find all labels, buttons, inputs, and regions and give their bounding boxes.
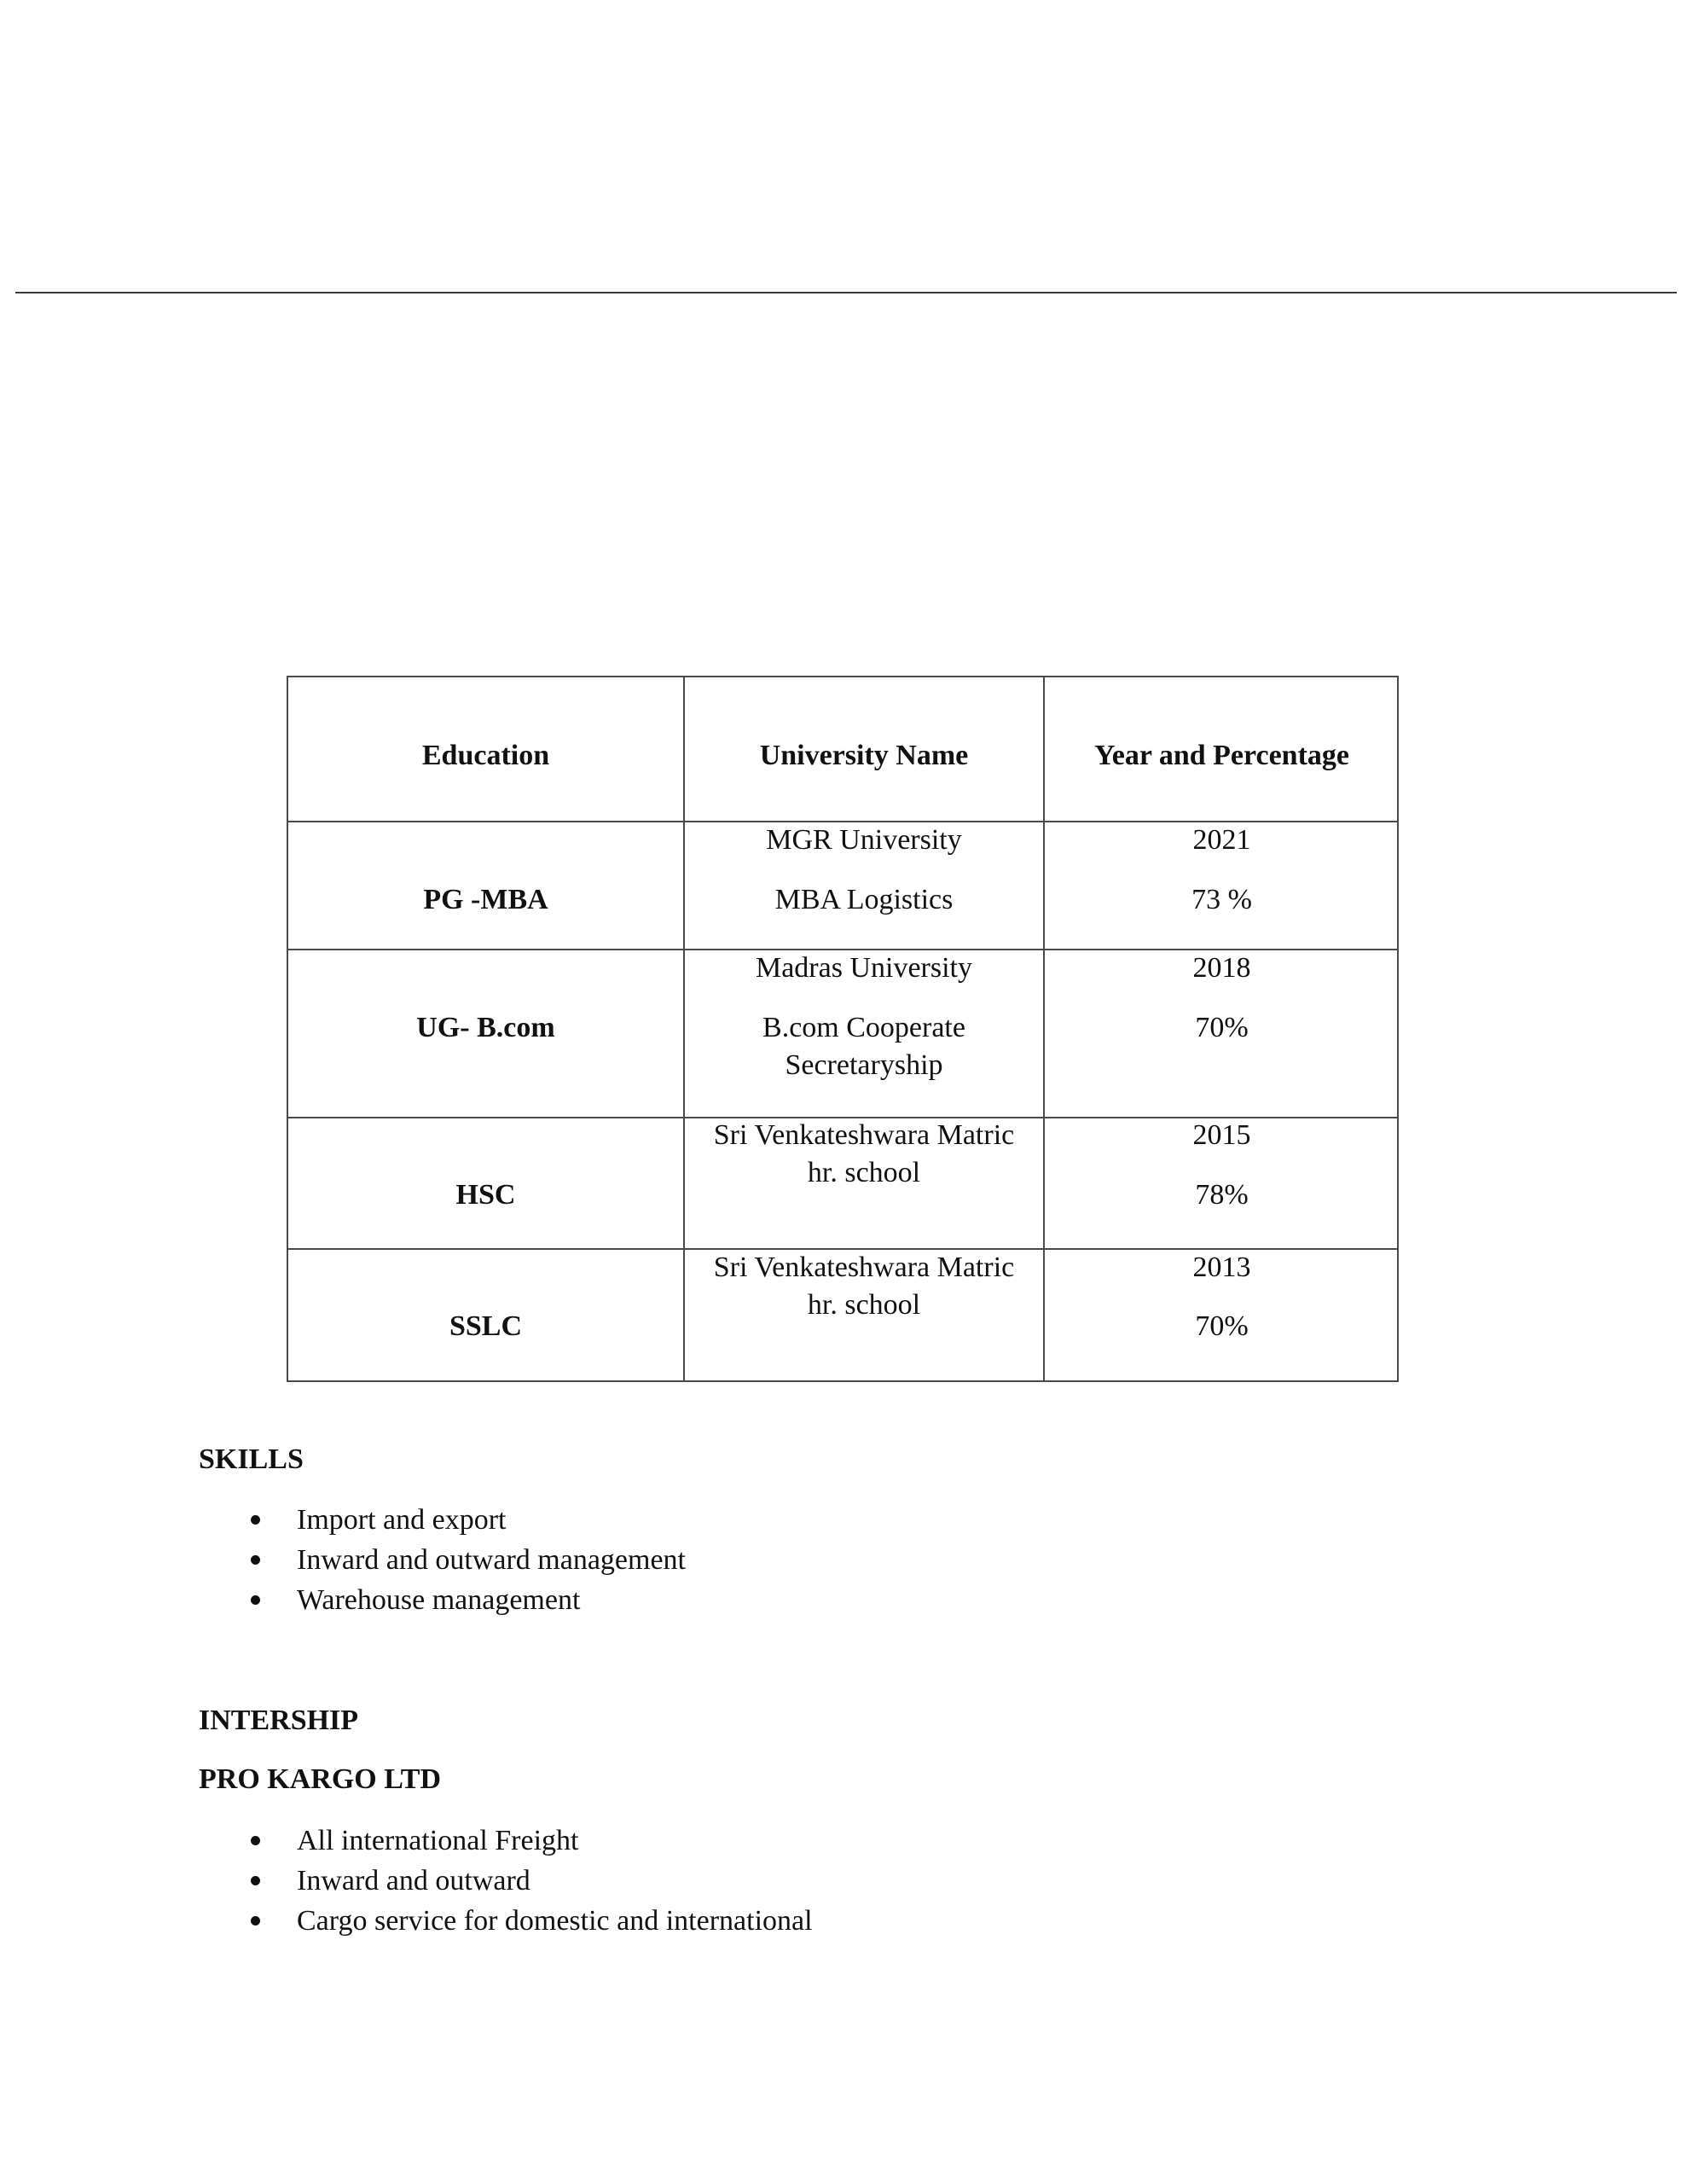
list-item <box>199 1901 813 1941</box>
cell-education: UG- B.com <box>416 1012 555 1043</box>
skills-heading: SKILLS <box>199 1443 304 1475</box>
bullet-icon <box>251 1876 260 1885</box>
cell-year: 2013 <box>1192 1252 1251 1283</box>
cell-university-line: Sri Venkateshwara Matric <box>713 1119 1015 1151</box>
list-item <box>199 1580 686 1620</box>
list-item <box>199 1540 686 1580</box>
bullet-icon <box>251 1595 260 1605</box>
cell-university-line: MGR University <box>766 824 962 856</box>
header-university-name: University Name <box>759 740 969 771</box>
cell-percentage: 70% <box>1195 1310 1249 1342</box>
cell-percentage: 73 % <box>1191 884 1252 915</box>
list-item <box>199 1861 813 1901</box>
cell-year: 2018 <box>1192 952 1251 984</box>
education-table <box>287 676 1399 1382</box>
bullet-icon <box>251 1555 260 1565</box>
cell-education: PG -MBA <box>423 884 548 915</box>
cell-year: 2015 <box>1192 1119 1251 1151</box>
internship-list <box>199 1821 813 1941</box>
cell-percentage: 78% <box>1195 1179 1249 1211</box>
skill-text: Warehouse management <box>297 1584 581 1616</box>
cell-university-line: Sri Venkateshwara Matric <box>713 1252 1015 1283</box>
list-item <box>199 1500 686 1540</box>
bullet-icon <box>251 1916 260 1926</box>
skill-text: Import and export <box>297 1504 507 1536</box>
internship-heading: INTERSHIP <box>199 1705 359 1736</box>
internship-text: All international Freight <box>297 1825 579 1856</box>
cell-university-line: hr. school <box>807 1157 921 1188</box>
bullet-icon <box>251 1515 260 1525</box>
header-education: Education <box>421 740 550 771</box>
cell-university-line: hr. school <box>807 1289 921 1321</box>
internship-company: PRO KARGO LTD <box>199 1763 442 1795</box>
skill-text: Inward and outward management <box>297 1544 686 1576</box>
cell-university-line: Secretaryship <box>785 1049 943 1081</box>
cell-percentage: 70% <box>1195 1012 1249 1043</box>
cell-education: SSLC <box>449 1310 523 1342</box>
skills-list <box>199 1500 686 1620</box>
internship-text: Cargo service for domestic and international <box>297 1905 813 1937</box>
cell-university-line: MBA Logistics <box>774 884 954 915</box>
header-year-percentage: Year and Percentage <box>1093 740 1349 771</box>
internship-text: Inward and outward <box>297 1865 530 1896</box>
cell-education: HSC <box>455 1179 516 1211</box>
cell-university-line: Madras University <box>755 952 972 984</box>
bullet-icon <box>251 1836 260 1845</box>
cell-university-line: B.com Cooperate <box>762 1012 965 1043</box>
list-item <box>199 1821 813 1861</box>
horizontal-rule <box>15 292 1677 293</box>
cell-year: 2021 <box>1192 824 1251 856</box>
